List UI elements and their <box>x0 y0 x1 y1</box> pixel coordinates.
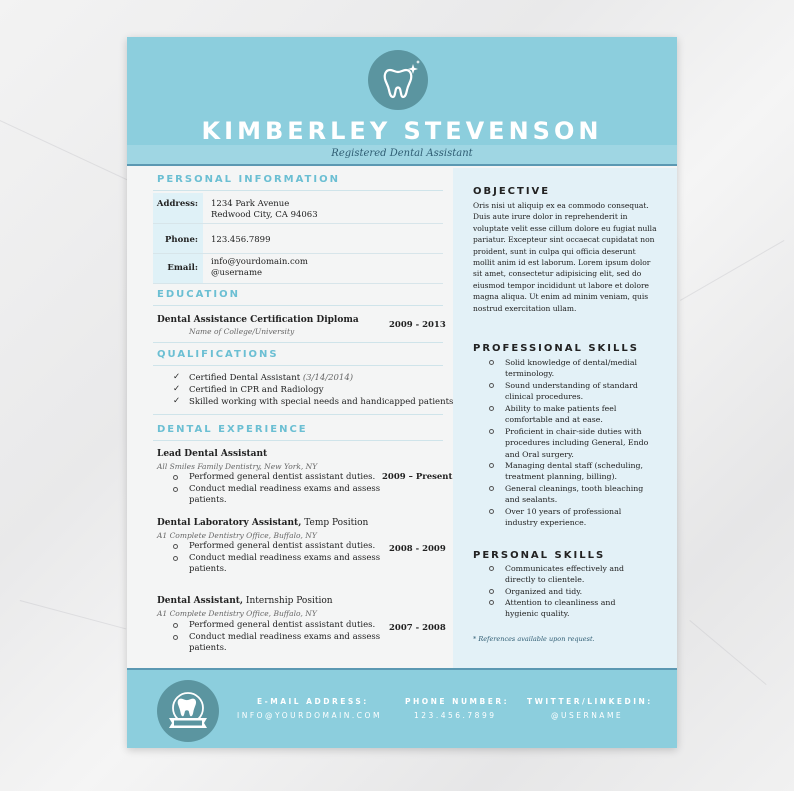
bullet-icon <box>173 556 178 561</box>
education-degree: Dental Assistance Certification Diploma <box>157 315 359 325</box>
job-role: Lead Dental Assistant <box>157 449 268 459</box>
bullet-icon <box>489 360 494 365</box>
qualification-item: Certified in CPR and Radiology <box>189 385 324 395</box>
job-dates: 2008 - 2009 <box>389 544 446 554</box>
job-duty: patients. <box>189 495 227 505</box>
marble-vein <box>20 600 127 629</box>
divider <box>153 365 443 366</box>
skill-item: Solid knowledge of dental/medial terminology. <box>505 358 638 379</box>
education-heading: EDUCATION <box>157 289 240 300</box>
job-duty: Performed general dentist assistant duties. <box>189 472 376 482</box>
job-role: Dental Assistant, Internship Position <box>157 596 333 606</box>
education-school: Name of College/University <box>189 327 295 336</box>
job-duty: Performed general dentist assistant duties. <box>189 541 376 551</box>
divider <box>153 283 443 284</box>
skill-item: Managing dental staff (scheduling, treatment planning, billing). <box>505 461 643 482</box>
marble-vein <box>689 620 766 685</box>
skill-item: Ability to make patients feel comfortable and at ease. <box>505 404 617 425</box>
divider <box>153 414 443 415</box>
references-note: * References available upon request. <box>473 635 595 643</box>
divider <box>153 305 443 306</box>
skill-item: Sound understanding of standard clinical procedures. <box>505 381 638 402</box>
divider <box>153 190 443 191</box>
address-line2: Redwood City, CA 94063 <box>211 210 318 220</box>
objective-text: Oris nisi ut aliquip ex ea commodo consequat. Duis aute irure dolor in reprehenderit in voluptate velit esse cillum dolore eu fugiat nulla pariatur. Excepteur sint occaecat cupidatat non proident, sunt in culpa qui officia deserunt mollit anim id est laborum. Lorem ipsum dolor sit amet, consectetur adipisicing elit, sed do eiusmod tempor incididunt ut labore et dolore magna aliqua. Ut enim ad minim veniam, quis nostrud exercitation ullam. <box>473 201 657 313</box>
personal-skill-item: Communicates effectively and directly to clientele. <box>505 564 625 585</box>
divider <box>153 440 443 441</box>
tooth-sparkle-icon <box>368 50 428 110</box>
marble-vein <box>680 240 784 301</box>
divider <box>153 253 443 254</box>
education-dates: 2009 - 2013 <box>389 320 446 330</box>
bullet-icon <box>489 383 494 388</box>
resume-footer <box>127 668 677 748</box>
personal-skills-heading: PERSONAL SKILLS <box>473 550 606 561</box>
marble-vein <box>0 120 145 189</box>
tooth-badge-icon <box>157 680 219 742</box>
bullet-icon <box>489 406 494 411</box>
email-label: Email: <box>167 263 198 273</box>
job-dates: 2007 - 2008 <box>389 623 446 633</box>
phone-label: Phone: <box>165 235 198 245</box>
skill-item: Proficient in chair-side duties with procedures including General, Endo and Oral surgery. <box>505 427 649 459</box>
bullet-icon <box>173 623 178 628</box>
checkmark-icon: ✓ <box>173 372 181 382</box>
footer-phone-label: PHONE NUMBER: <box>405 697 510 706</box>
username-value: @username <box>211 268 263 278</box>
bullet-icon <box>489 589 494 594</box>
resume-header <box>127 37 677 166</box>
experience-heading: DENTAL EXPERIENCE <box>157 424 308 435</box>
divider <box>153 342 443 343</box>
job-duty: Conduct medial readiness exams and assess <box>189 553 381 563</box>
checkmark-icon: ✓ <box>173 384 181 394</box>
checkmark-icon: ✓ <box>173 396 181 406</box>
footer-email[interactable]: INFO@YOURDOMAIN.COM <box>237 711 382 720</box>
bullet-icon <box>489 463 494 468</box>
job-duty: Conduct medial readiness exams and assess <box>189 484 381 494</box>
resume-page <box>127 37 677 748</box>
bullet-icon <box>489 509 494 514</box>
bullet-icon <box>489 486 494 491</box>
job-duty: Performed general dentist assistant duties. <box>189 620 376 630</box>
skill-item: Over 10 years of professional industry experience. <box>505 507 622 528</box>
subtitle-band <box>127 145 677 166</box>
skill-item: General cleanings, tooth bleaching and sealants. <box>505 484 644 505</box>
job-dates: 2009 – Present <box>382 472 453 482</box>
right-column <box>453 168 677 668</box>
footer-email-label: E-MAIL ADDRESS: <box>257 697 369 706</box>
job-company: A1 Complete Dentistry Office, Buffalo, NY <box>157 609 317 618</box>
bullet-icon <box>173 635 178 640</box>
job-company: A1 Complete Dentistry Office, Buffalo, NY <box>157 531 317 540</box>
bullet-icon <box>173 487 178 492</box>
footer-social[interactable]: @USERNAME <box>551 711 624 720</box>
professional-skills-heading: PROFESSIONAL SKILLS <box>473 343 639 354</box>
address-label: Address: <box>156 199 198 209</box>
job-duty: patients. <box>189 564 227 574</box>
candidate-name: KIMBERLEY STEVENSON <box>201 117 603 145</box>
personal-info-table <box>153 193 443 284</box>
job-duty: Conduct medial readiness exams and assess <box>189 632 381 642</box>
qualifications-heading: QUALIFICATIONS <box>157 349 279 360</box>
address-line1: 1234 Park Avenue <box>211 199 290 209</box>
job-duty: patients. <box>189 643 227 653</box>
job-title: Registered Dental Assistant <box>331 148 473 159</box>
objective-heading: OBJECTIVE <box>473 186 551 197</box>
personal-skill-item: Attention to cleanliness and hygienic quality. <box>505 598 616 619</box>
personal-skill-item: Organized and tidy. <box>505 587 583 596</box>
left-column <box>127 168 453 668</box>
phone-value: 123.456.7899 <box>211 235 271 245</box>
job-company: All Smiles Family Dentistry, New York, NY <box>157 462 318 471</box>
job-role: Dental Laboratory Assistant, Temp Position <box>157 518 369 528</box>
bullet-icon <box>489 600 494 605</box>
footer-phone[interactable]: 123.456.7899 <box>414 711 497 720</box>
footer-social-label: TWITTER/LINKEDIN: <box>527 697 653 706</box>
bullet-icon <box>173 475 178 480</box>
divider <box>153 223 443 224</box>
personal-info-heading: PERSONAL INFORMATION <box>157 174 340 185</box>
qualification-item: Certified Dental Assistant (3/14/2014) <box>189 373 354 383</box>
bullet-icon <box>489 429 494 434</box>
email-value: info@yourdomain.com <box>211 257 308 267</box>
qualification-item: Skilled working with special needs and handicapped patients <box>189 397 454 407</box>
bullet-icon <box>489 566 494 571</box>
bullet-icon <box>173 544 178 549</box>
